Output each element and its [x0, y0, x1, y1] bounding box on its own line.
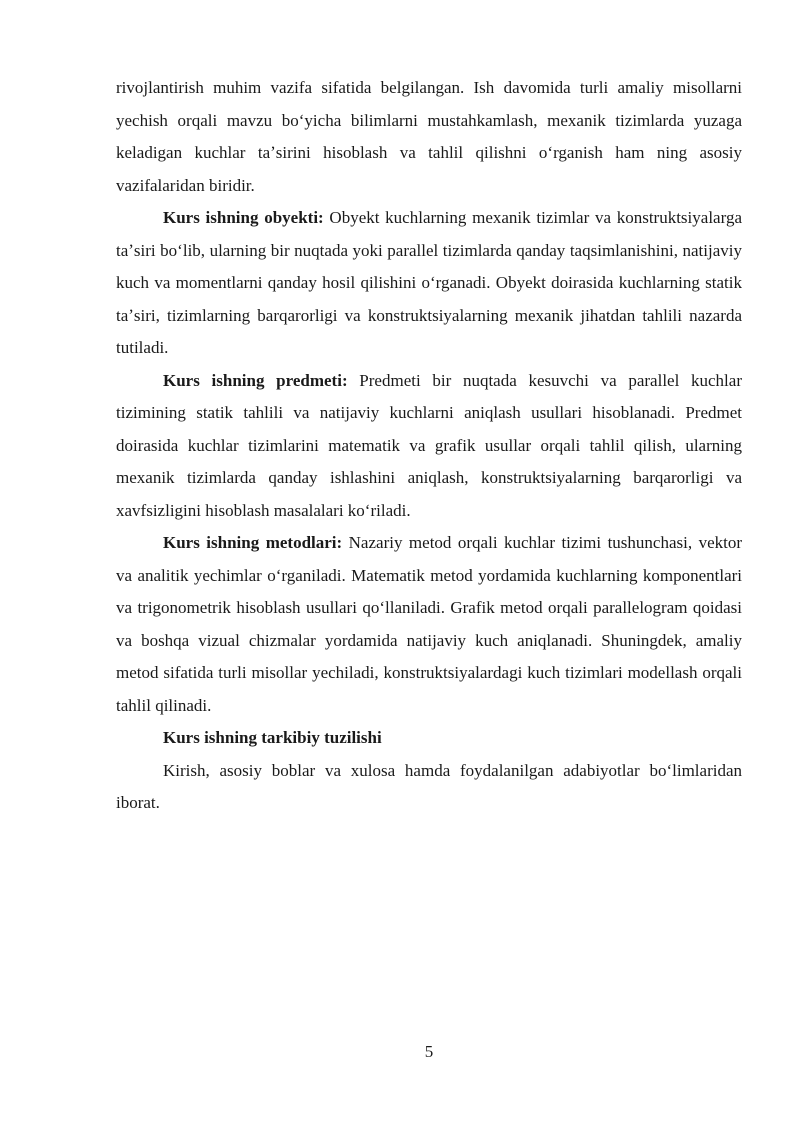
methods-paragraph	[116, 527, 742, 722]
object-text: Obyekt kuchlarning mexanik tizimlar va konstruktsiyalarga taʼsiri boʻlib, ularning bir nuqtada yoki parallel tizimlarda qanday taqsimlanishini, natijaviy kuch va momentlarni qanday hosil qilishini oʻrganadi. Obyekt doirasida kuchlarning statik taʼsiri, tizimlarning barqarorligi va konstruktsiyalarning mexanik jihatdan tahlili nazarda tutiladi.	[116, 208, 742, 357]
methods-heading: Kurs ishning metodlari:	[163, 533, 343, 552]
structure-heading: Kurs ishning tarkibiy tuzilishi	[163, 728, 382, 747]
intro-paragraph: rivojlantirish muhim vazifa sifatida belgilangan. Ish davomida turli amaliy misollarni yechish orqali mavzu boʻyicha bilimlarni mustahkamlash, mexanik tizimlarda yuzaga keladigan kuchlar taʼsirini hisoblash va tahlil qilishni oʻrganish ham ning asosiy vazifalaridan biridir.	[116, 78, 742, 195]
subject-heading: Kurs ishning predmeti:	[163, 370, 348, 390]
object-paragraph	[116, 202, 742, 365]
page-number: 5	[424, 1042, 434, 1061]
subject-text: Predmeti bir nuqtada kesuvchi va parallel kuchlar tizimining statik tahlili va natijaviy kuchlarni aniqlash usullari hisoblanadi. Predmet doirasida kuchlar tizimlarini matematik va grafik usullar orqali tahlil qilish, ularning mexanik tizimlarda qanday ishlashini aniqlash, konstruktsiyalarning barqarorligi va xavfsizligini hisoblash masalalari koʻriladi.	[116, 370, 742, 520]
object-heading: Kurs ishning obyekti:	[163, 208, 324, 227]
structure-paragraph: Kirish, asosiy boblar va xulosa hamda foydalanilgan adabiyotlar boʻlimlaridan iborat.	[116, 760, 742, 812]
subject-paragraph	[116, 365, 742, 528]
methods-text: Nazariy metod orqali kuchlar tizimi tushunchasi, vektor va analitik yechimlar oʻrganiladi. Matematik metod yordamida kuchlarning komponentlari va trigonometrik hisoblash usullari qoʻllaniladi. Grafik metod orqali parallelogram qoidasi va boshqa vizual chizmalar yordamida natijaviy kuch aniqlanadi. Shuningdek, amaliy metod sifatida turli misollar yechiladi, konstruktsiyalardagi kuch tizimlari modellash orqali tahlil qilinadi.	[116, 533, 742, 715]
document-page	[116, 72, 742, 820]
